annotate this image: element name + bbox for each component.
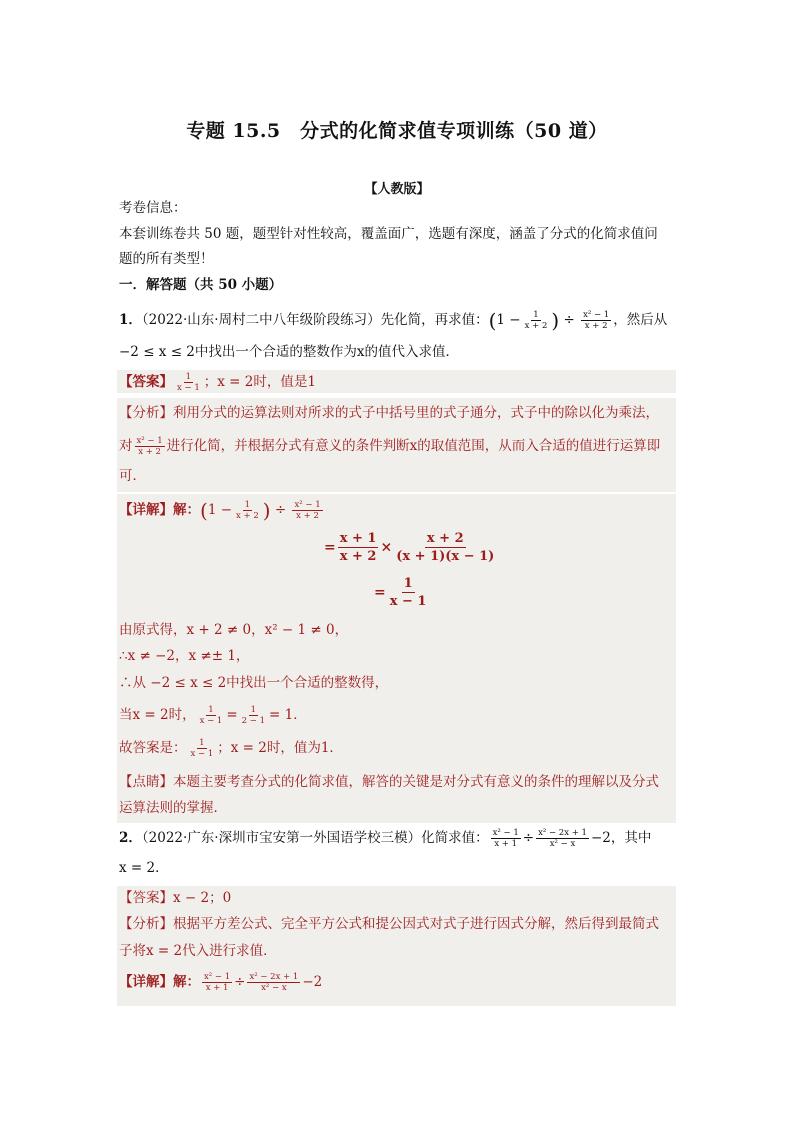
question-number: 1． — [119, 312, 142, 328]
analysis-1-line-1: 【分析】利用分式的运算法则对所求的式子中括号里的式子通分，式子中的除以化为乘法， — [119, 405, 659, 421]
intro-line-2: 题的所有类型！ — [119, 251, 214, 267]
final-answer-1: 故答案是： $\frac{1}{x - 1}$ ；x = 2时，值为1． — [119, 738, 343, 759]
question-source: （2022·山东·周村二中八年级阶段练习）先化简，再求值： — [141, 312, 489, 328]
analysis-1-line-2: 对 $\frac{\text{x² − 1}}{x + 2}$ 进行化简，并根据分式有意义的条件判断x的取值范围，从而入合适的值进行运算即 — [119, 436, 661, 457]
condition-2: ∴x ≠ −2，x ≠± 1， — [119, 648, 250, 664]
edition-label: 【人教版】 — [364, 182, 430, 197]
answer-1: 【答案】 $\frac{1}{x - 1}$ ；x = 2时，值是1 — [119, 372, 316, 393]
section-heading: 一．解答题（共 50 小题） — [119, 277, 283, 293]
detail-2-start: 【详解】解： $\frac{\text{x² − 1}}{x + 1}$ ÷ $\frac{\text{x² − 2x + 1}}{\text{x² − x}}$ −2 — [119, 972, 323, 993]
analysis-1-line-3: 可． — [119, 468, 146, 484]
comment-1-line-1: 【点睛】本题主要考查分式的化简求值，解答的关键是对分式有意义的条件的理解以及分式 — [119, 774, 659, 790]
info-label: 考卷信息： — [119, 200, 187, 216]
page-title: 专题 15.5 分式的化简求值专项训练（50 道） — [186, 120, 608, 142]
detail-1-start: 【详解】解：(1 − $\frac{1}{x + 2}$ ) ÷ $\frac{\text{x² − 1}}{x + 2}$ — [119, 498, 321, 523]
question-1-line-2: −2 ≤ x ≤ 2中找出一个合适的整数作为x的值代入求值． — [119, 344, 460, 360]
analysis-2-line-1: 【分析】根据平方差公式、完全平方公式和提公因式对式子进行因式分解，然后得到最简式 — [119, 916, 659, 932]
question-2-line-2: x = 2． — [119, 860, 169, 876]
question-1: 1．（2022·山东·周村二中八年级阶段练习）先化简，再求值：(1 − $\frac{1}{x + 2}$ ) ÷ $\frac{\text{x² − 1}}{x + 2}$ ，然后从 — [119, 308, 668, 333]
detail-step-2: = $\frac{1}{x - 1}$ — [374, 576, 427, 609]
condition-1: 由原式得，x + 2 ≠ 0，x² − 1 ≠ 0， — [119, 622, 349, 638]
intro-line-1: 本套训练卷共 50 题，题型针对性较高，覆盖面广，选题有深度，涵盖了分式的化简求值问 — [119, 226, 658, 242]
condition-4: 当x = 2时， $\frac{1}{x - 1}$ = $\frac{1}{2 - 1}$ = 1． — [119, 705, 307, 726]
comment-1-line-2: 运算法则的掌握． — [119, 800, 227, 816]
condition-3: ∴从 −2 ≤ x ≤ 2中找出一个合适的整数得， — [119, 675, 389, 691]
expression: (1 − $\frac{1}{x + 2}$ ) ÷ $\frac{\text{x² − 1}}{x + 2}$ — [488, 308, 610, 333]
detail-step-1: = $\frac{x + 1}{x + 2}$ × $\frac{x + 2}{(x + 1)(x - 1)}$ — [324, 531, 495, 564]
analysis-2-line-2: 子将x = 2代入进行求值． — [119, 943, 277, 959]
question-2: 2．（2022·广东·深圳市宝安第一外国语学校三模）化简求值： $\frac{\text{x² − 1}}{x + 1}$ ÷ $\frac{\text{x² − 2x + 1}}{\text{x² − x}}$ −2，其中 — [119, 828, 652, 849]
answer-2: 【答案】x − 2；0 — [119, 890, 232, 906]
